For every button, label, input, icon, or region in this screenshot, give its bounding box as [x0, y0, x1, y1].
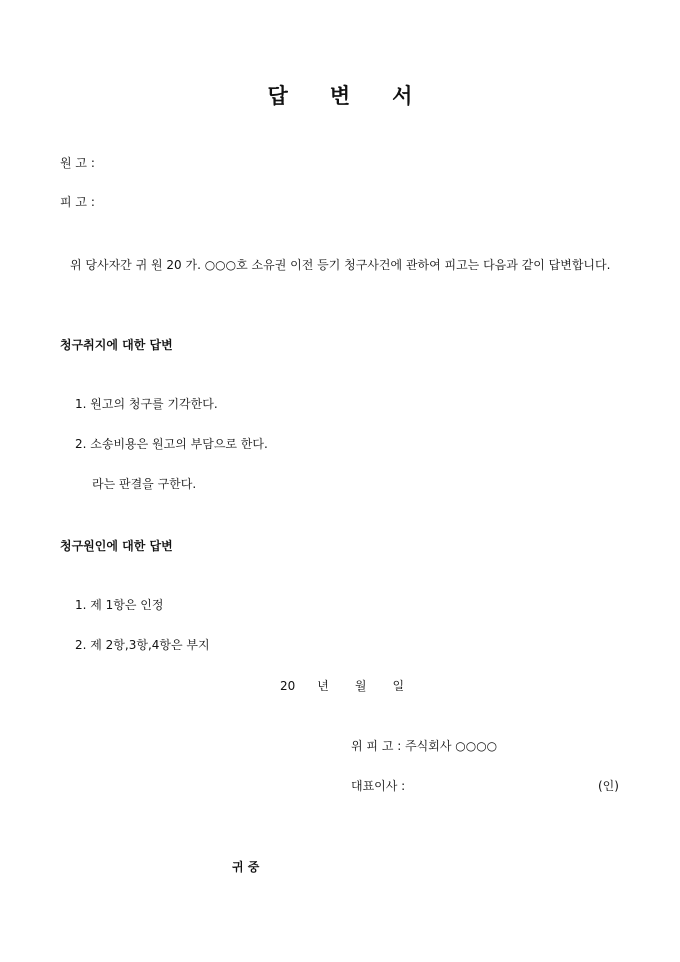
section1-heading: 청구취지에 대한 답변 — [60, 338, 173, 352]
date-line — [280, 678, 404, 694]
signature-defendant-line: 위 피 고 : 주식회사 ○○○○ — [351, 739, 498, 753]
title-char-3: 서 — [392, 83, 413, 108]
section1-conclusion: 라는 판결을 구한다. — [92, 477, 197, 491]
date-month-label: 월 — [354, 679, 367, 693]
date-year-label: 년 — [317, 679, 329, 693]
defendant-label: 피 고 : — [60, 195, 95, 209]
title-char-2: 변 — [329, 83, 351, 108]
section1-item-1: 1. 원고의 청구를 기각한다. — [75, 397, 218, 411]
section2-heading: 청구원인에 대한 답변 — [60, 539, 173, 553]
section2-item-2: 2. 제 2항,3항,4항은 부지 — [75, 638, 210, 652]
seal-mark: (인) — [598, 779, 619, 793]
addressee: 귀 중 — [232, 860, 260, 874]
date-year-prefix: 20 — [280, 679, 296, 693]
intro-paragraph: 위 당사자간 귀 원 20 가. ○○○호 소유권 이전 등기 청구사건에 관하여 피고는 다음과 같이 답변합니다. — [70, 258, 611, 272]
date-day-label: 일 — [392, 679, 405, 693]
title-char-1: 답 — [267, 83, 288, 108]
signature-representative-label: 대표이사 : — [351, 779, 406, 793]
document-title — [0, 80, 680, 110]
plaintiff-label: 원 고 : — [60, 156, 95, 170]
section2-item-1: 1. 제 1항은 인정 — [75, 598, 164, 612]
section1-item-2: 2. 소송비용은 원고의 부담으로 한다. — [75, 437, 268, 451]
